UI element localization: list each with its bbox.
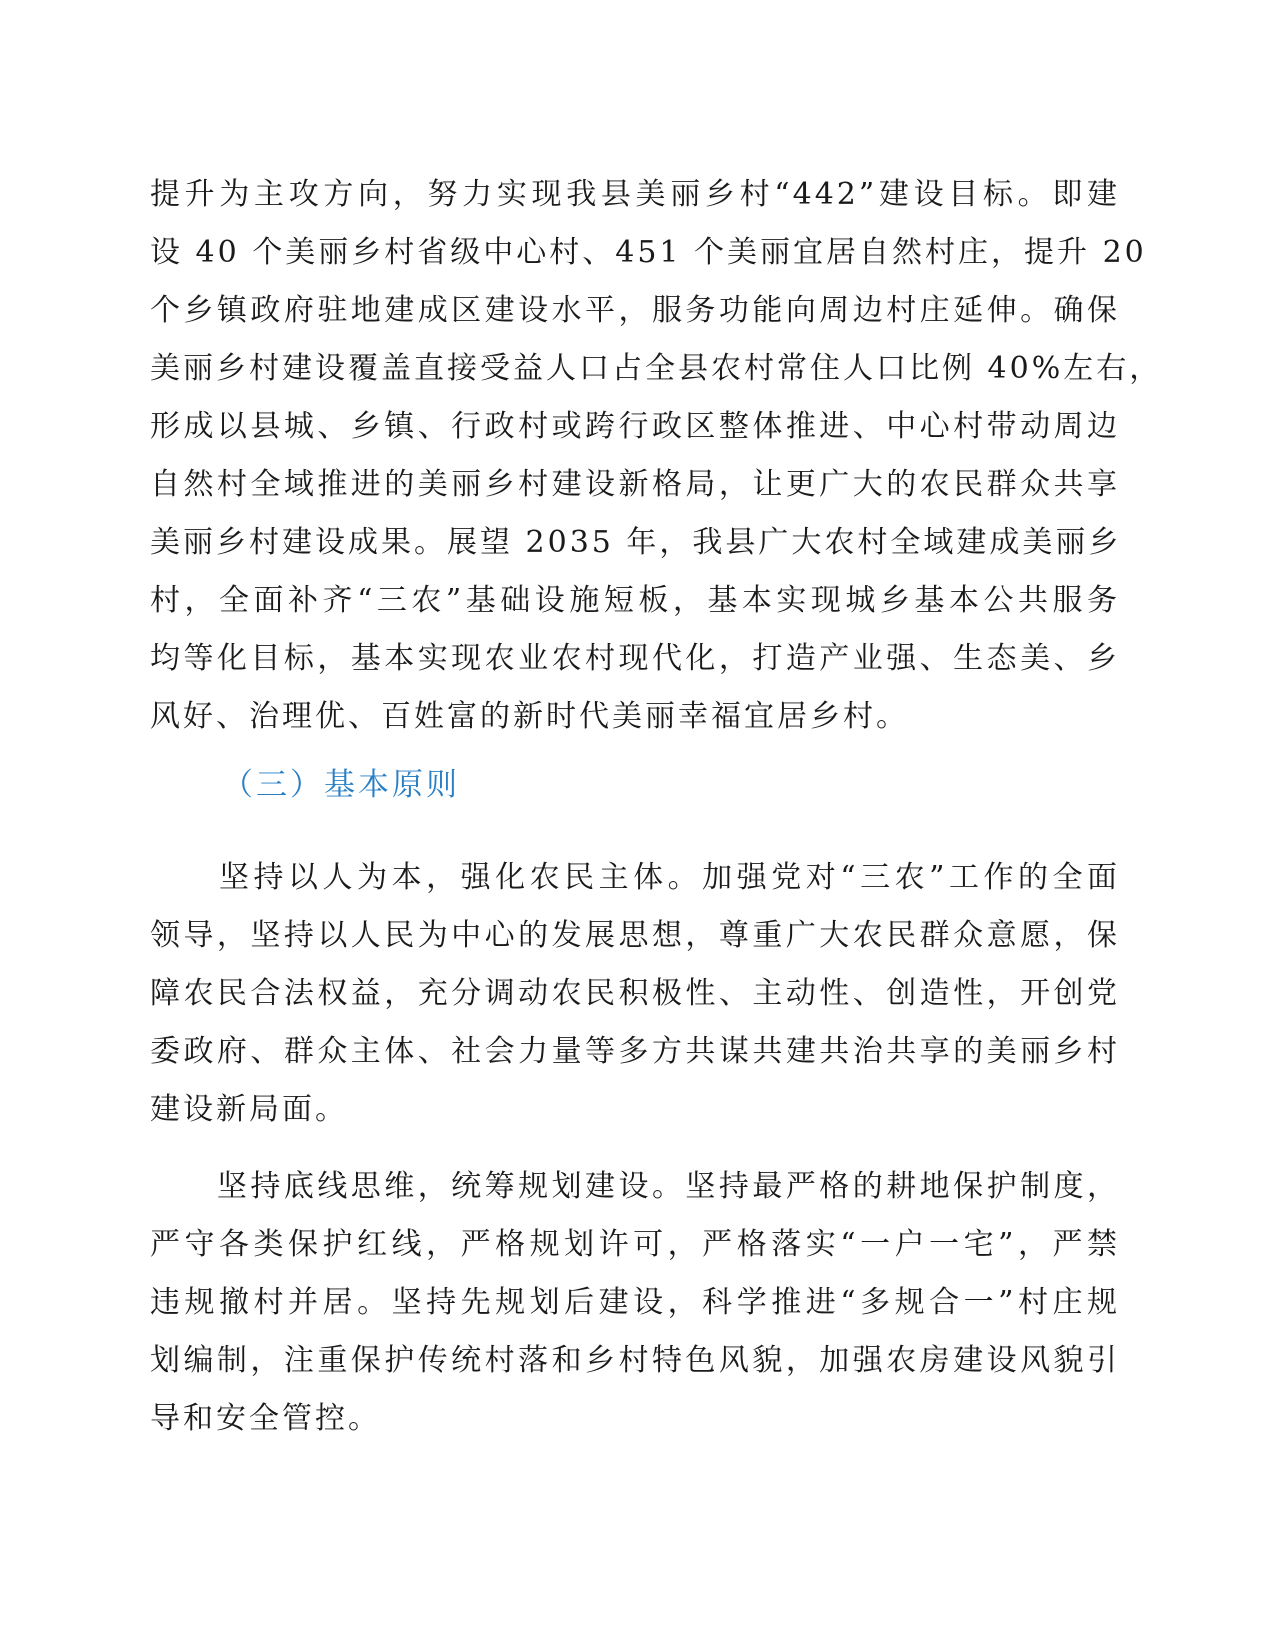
paragraph-line: 设 40 个美丽乡村省级中心村、451 个美丽宜居自然村庄，提升 20 (150, 235, 1147, 270)
paragraph-line: 违规撤村并居。坚持先规划后建设，科学推进“多规合一”村庄规 (150, 1285, 1120, 1320)
paragraph-line: 提升为主攻方向，努力实现我县美丽乡村“442”建设目标。即建 (150, 177, 1120, 212)
paragraph-line: 委政府、群众主体、社会力量等多方共谋共建共治共享的美丽乡村 (150, 1034, 1120, 1069)
paragraph-line: 均等化目标，基本实现农业农村现代化，打造产业强、生态美、乡 (150, 641, 1120, 676)
paragraph-line: 美丽乡村建设成果。展望 2035 年，我县广大农村全域建成美丽乡 (150, 525, 1122, 560)
paragraph-line: 导和安全管控。 (150, 1401, 381, 1436)
paragraph-line: 严守各类保护红线，严格规划许可，严格落实“一户一宅”，严禁 (150, 1227, 1120, 1262)
paragraph-line: 划编制，注重保护传统村落和乡村特色风貌，加强农房建设风貌引 (150, 1343, 1120, 1378)
section-heading: （三）基本原则 (222, 767, 460, 803)
paragraph-line: 村，全面补齐“三农”基础设施短板，基本实现城乡基本公共服务 (150, 583, 1120, 618)
paragraph-goals (150, 166, 1163, 746)
paragraph-line: 坚持以人为本，强化农民主体。加强党对“三农”工作的全面 (150, 860, 1120, 895)
paragraph-line: 建设新局面。 (150, 1092, 348, 1127)
paragraph-people-first (150, 849, 1120, 1139)
paragraph-line: 障农民合法权益，充分调动农民积极性、主动性、创造性，开创党 (150, 976, 1120, 1011)
paragraph-line: 美丽乡村建设覆盖直接受益人口占全县农村常住人口比例 40%左右， (150, 351, 1163, 386)
paragraph-line: 个乡镇政府驻地建成区建设水平，服务功能向周边村庄延伸。确保 (150, 293, 1120, 328)
paragraph-bottom-line (150, 1158, 1120, 1448)
paragraph-line: 领导，坚持以人民为中心的发展思想，尊重广大农民群众意愿，保 (150, 918, 1120, 953)
paragraph-line: 风好、治理优、百姓富的新时代美丽幸福宜居乡村。 (150, 699, 909, 734)
paragraph-line: 形成以县城、乡镇、行政村或跨行政区整体推进、中心村带动周边 (150, 409, 1120, 444)
paragraph-line: 自然村全域推进的美丽乡村建设新格局，让更广大的农民群众共享 (150, 467, 1120, 502)
paragraph-line: 坚持底线思维，统筹规划建设。坚持最严格的耕地保护制度， (150, 1169, 1120, 1204)
